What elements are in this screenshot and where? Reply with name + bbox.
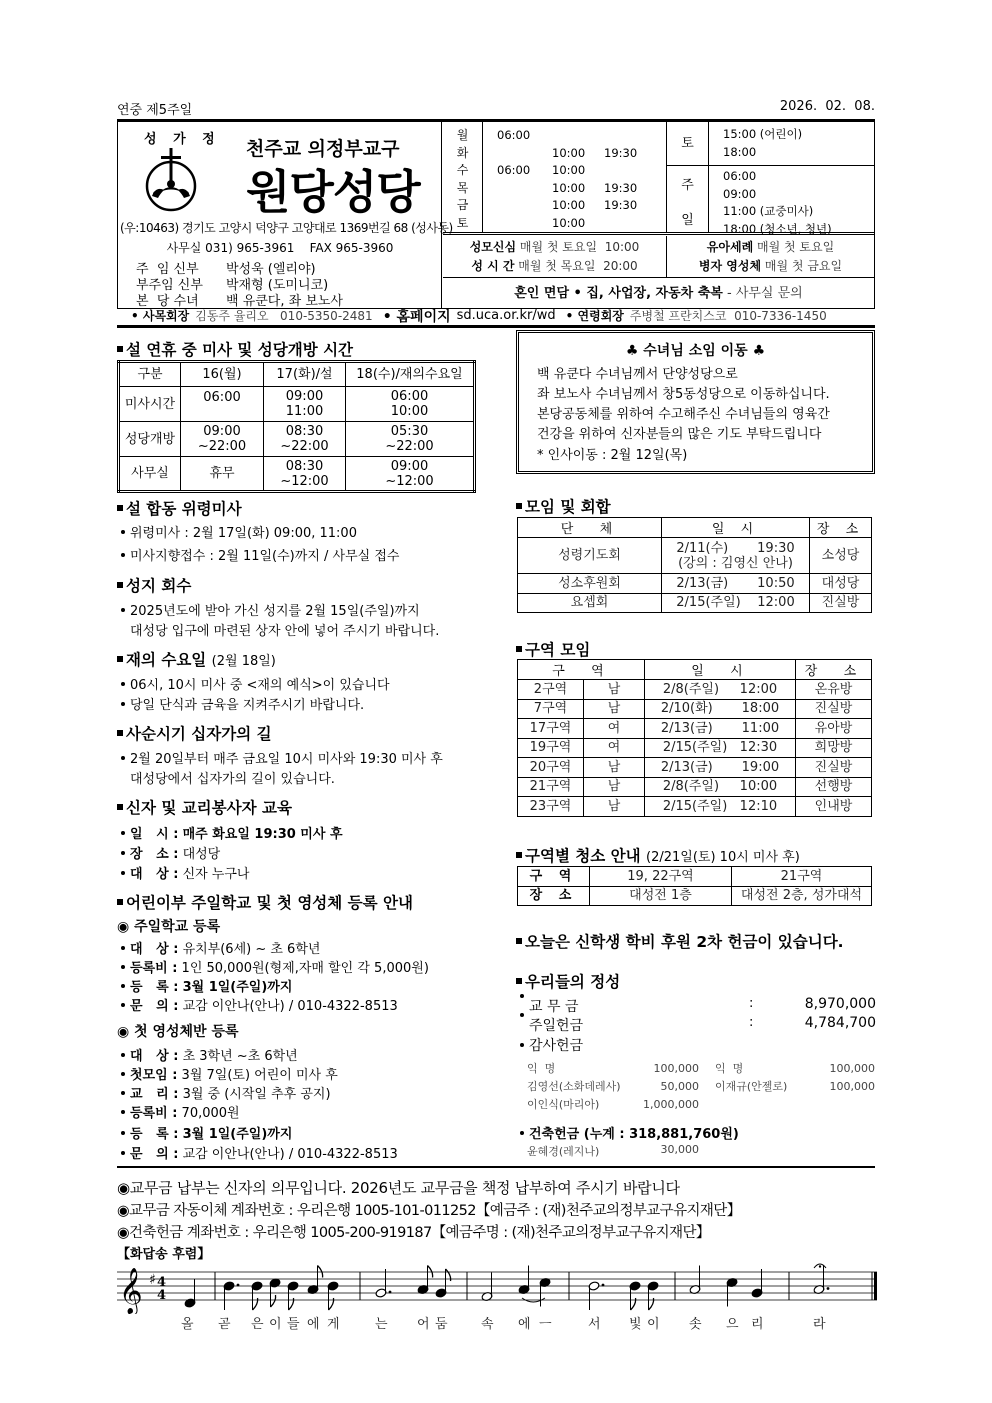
table-row: 2구역 남 2/8(주일) 12:00 온유방	[518, 680, 872, 700]
lyric-syllable: 올	[181, 1317, 194, 1332]
tithe-notice: ◉교무금 납부는 신자의 의무입니다. 2026년도 교무금을 책정 납부하여 주시기 바랍니다	[117, 1179, 680, 1197]
lyric-syllable: 은	[251, 1317, 264, 1332]
list-item: 장 소 : 대성당	[117, 843, 220, 862]
lyric-syllable: 으	[726, 1317, 739, 1332]
lyric-syllable: 에	[518, 1317, 531, 1332]
table-row: 구 역 19, 22구역 21구역	[518, 867, 872, 887]
district-meetings-title: 구역 모임	[516, 638, 590, 660]
note-flag	[318, 1266, 323, 1278]
lyric-syllable: 어	[417, 1317, 430, 1332]
lyric-syllable: 이	[647, 1317, 660, 1332]
weekday-row: 10:00 19:30	[552, 145, 638, 160]
table-row: 17구역 여 2/13(금) 11:00 유아방	[518, 719, 872, 739]
clergy-nuns: 본 당 수녀 백 유쿤다, 좌 보노사	[136, 294, 343, 309]
treble-clef-icon: 𝄞	[119, 1268, 143, 1314]
tithe-account: ◉교무금 자동이체 계좌번호 : 우리은행 1005-101-011252【예금주 : (재)천주교의정부교구유지재단】	[117, 1203, 741, 1219]
cleaning-table	[517, 866, 872, 906]
nun-transfer-notice: ♣ 수녀님 소임 이동 ♣ 백 유쿤다 수녀님께서 단양성당으로 좌 보노사 수녀님께서 창5동성당으로 이동하십니다. 본당공동체를 위하여 수고해주신 수녀님들의 영육간 건강을 위하여 신자분들의 많은 기도 부탁드립니다 * 인사이동 : 2월 12일(목)	[516, 330, 875, 474]
bulletin-date: 2026. 02. 08.	[779, 99, 875, 114]
sacraments-schedule	[443, 236, 874, 278]
table-row: 요셉회 2/15(주일) 12:00 진실방	[518, 593, 872, 613]
note-flag	[428, 1266, 433, 1278]
elder-contact: 주병철 프란치스코 010-7336-1450	[629, 309, 827, 323]
hymn-lyrics	[117, 1313, 877, 1331]
note-dot	[389, 1291, 392, 1294]
lyric-syllable: 는	[375, 1317, 388, 1332]
thanks-offering-label: 감사헌금	[516, 1035, 583, 1055]
diocese-name: 천주교 의정부교구	[246, 138, 400, 160]
list-item: 대성당 입구에 마련된 상자 안에 넣어 주시기 바랍니다.	[130, 624, 440, 639]
list-item: 김영선(소화데레사) 50,000 이재규(안젤로) 100,000	[527, 1080, 875, 1093]
lyric-syllable: ㅡ	[539, 1317, 552, 1332]
list-item: 2월 20일부터 매주 금요일 10시 미사와 19:30 미사 후	[117, 748, 443, 767]
note-dot	[827, 1287, 830, 1290]
list-item: 06시, 10시 미사 중 <재의 예식>이 있습니다	[117, 674, 390, 693]
table-row: 성령기도회 2/11(수) 19:30 (강의 : 김영신 안나) 소성당	[518, 538, 872, 574]
table-row: 미사시간 06:00 09:00 11:00 06:00 10:00	[119, 387, 475, 422]
table-row: 성소후원회 2/13(금) 10:50 대성당	[518, 574, 872, 594]
meetings-title: 모임 및 회합	[516, 495, 611, 517]
holy-hour-row: 성 시 간 매월 첫 목요일 20:00	[471, 259, 638, 273]
wedding-blessing-notice: 혼인 면담 • 집, 사업장, 자동차 축복 - 사무실 문의	[514, 286, 803, 301]
lyric-syllable: 게	[327, 1317, 340, 1332]
sick-communion-row: 병자 영성체 매월 첫 금요일	[698, 259, 843, 273]
offerings-title: 우리들의 정성	[516, 970, 620, 992]
table-row: 23구역 남 2/15(주일) 12:10 인내방	[518, 797, 872, 817]
list-item: 대 상 : 초 3학년 ~초 6학년	[117, 1045, 298, 1064]
list-item: 대 상 : 유치부(6세) ~ 초 6학년	[117, 938, 320, 957]
lyric-syllable: 둠	[435, 1317, 448, 1332]
weekday-times	[483, 122, 667, 232]
sunday-school-title: ◉ 주일학교 등록	[117, 919, 221, 935]
table-row: 21구역 남 2/8(주일) 10:00 선행방	[518, 777, 872, 797]
lyric-syllable: 이	[269, 1317, 282, 1332]
list-item: 위령미사 : 2월 17일(화) 09:00, 11:00	[117, 522, 357, 541]
fermata-dot	[819, 1265, 821, 1267]
list-item: 익 명 100,000 익 명 100,000	[527, 1062, 875, 1075]
list-item: 미사지향접수 : 2월 11일(수)까지 / 사무실 접수	[117, 545, 399, 564]
music-staff	[117, 1262, 877, 1314]
parish-name: 원당성당	[246, 165, 420, 219]
time-signature-bottom: 4	[157, 1288, 167, 1303]
saturday-times: 15:00 (어린이) 18:00	[709, 122, 874, 166]
notes	[184, 1264, 829, 1310]
memorial-mass-title: 설 합동 위령미사	[117, 497, 242, 519]
district-meetings-table	[517, 659, 872, 817]
children-registration-title: 어린이부 주일학교 및 첫 영성체 등록 안내	[117, 891, 413, 913]
cleaning-title: 구역별 청소 안내 (2/21일(토) 10시 미사 후)	[516, 844, 800, 866]
table-header-row: 구 역 일 시 장 소	[518, 660, 872, 680]
list-item: 이인식(마리아) 1,000,000	[527, 1098, 699, 1111]
holiday-table	[117, 360, 476, 493]
offering-row: 주일헌금 : 4,784,700	[516, 1015, 876, 1035]
offering-row: 교 무 금 : 8,970,000	[516, 996, 876, 1016]
building-fund-label: 건축헌금 (누계 : 318,881,760원)	[516, 1123, 739, 1142]
lyric-syllable: 솟	[689, 1317, 702, 1332]
homepage-link[interactable]: sd.uca.or.kr/wd	[456, 308, 556, 323]
list-item: 등록비 : 70,000원	[117, 1102, 240, 1121]
list-item: 교 리 : 3월 중 (시작일 추후 공지)	[117, 1083, 331, 1102]
ash-wednesday-title: 재의 수요일 (2월 18일)	[117, 648, 276, 670]
table-row: 사무실 휴무 08:30 ~12:00 09:00 ~12:00	[119, 457, 475, 492]
parish-address: (우:10463) 경기도 고양시 덕양구 고양대로 1369번길 68 (성사동)	[120, 221, 453, 235]
list-item: 대 상 : 신자 누구나	[117, 863, 250, 882]
weekday-row: 06:00	[497, 128, 531, 142]
lyric-syllable: 리	[751, 1317, 764, 1332]
list-item: 일 시 : 매주 화요일 19:30 미사 후	[117, 823, 343, 842]
sunday-label: 주 일	[667, 166, 709, 232]
footer-divider	[117, 1166, 875, 1168]
list-item: 당일 단식과 금육을 지켜주시기 바랍니다.	[117, 694, 364, 713]
nun-transfer-title: ♣ 수녀님 소임 이동 ♣	[625, 343, 766, 359]
weekday-row: 06:00 10:00	[497, 163, 586, 177]
logo-label: 성 가 정	[144, 132, 221, 147]
saturday-label: 토	[667, 122, 709, 166]
list-item: 첫모임 : 3월 7일(토) 어린이 미사 후	[117, 1064, 338, 1083]
hymn-title: 【화답송 후렴】	[117, 1247, 211, 1262]
clergy-associate: 부주임 신부 박재형 (도미니코)	[136, 278, 329, 293]
lyric-syllable: 라	[813, 1317, 826, 1332]
education-title: 신자 및 교리봉사자 교육	[117, 796, 292, 818]
note-flag	[271, 1295, 276, 1307]
time-signature-top: 4	[157, 1275, 167, 1290]
office-phone: 사무실 031) 965-3961 FAX 965-3960	[166, 241, 394, 255]
list-item: 등 록 : 3월 1일(주일)까지	[117, 976, 292, 995]
table-header-row: 구분 16(월) 17(화)/설 18(수)/재의수요일	[119, 362, 475, 387]
thanks-offering-list	[527, 1060, 875, 1114]
palms-title: 성지 회수	[117, 574, 191, 596]
list-item: 등록비 : 1인 50,000원(형제,자매 할인 각 5,000원)	[117, 957, 429, 976]
table-row: 성당개방 09:00 ~22:00 08:30 ~22:00 05:30 ~22:00	[119, 422, 475, 457]
lyric-syllable: 곧	[218, 1317, 231, 1332]
sunday-times: 06:00 09:00 11:00 (교중미사) 18:00 (청소년, 청년)	[723, 169, 832, 236]
list-item: 문 의 : 교감 이안나(안나) / 010-4322-8513	[117, 1143, 398, 1162]
weekday-labels: 월 화 수 목 금 토	[443, 122, 483, 232]
office-chief: 김동주 율리오 010-5350-2481	[195, 309, 373, 323]
list-item: 문 의 : 교감 이안나(안나) / 010-4322-8513	[117, 995, 398, 1014]
holiday-title: 설 연휴 중 미사 및 성당개방 시간	[117, 338, 353, 360]
list-item: 2025년도에 받아 가신 성지를 2월 15일(주일)까지	[117, 600, 420, 619]
top-line	[117, 99, 875, 118]
liturgical-week: 연중 제5주일	[117, 103, 193, 118]
first-communion-title: ◉ 첫 영성체반 등록	[117, 1024, 239, 1040]
table-row: 20구역 남 2/13(금) 19:00 진실방	[518, 758, 872, 778]
weekday-row: 10:00 19:30	[552, 180, 638, 195]
sharp-icon: ♯	[149, 1272, 156, 1288]
building-fund-list: 윤혜경(레지나) 30,000	[527, 1143, 699, 1158]
contact-strip: • 사목회장 김동주 율리오 010-5350-2481 • 홈페이지 sd.uca.or.kr/wd • 연령회장 주병철 프란치스코 010-7336-1450	[117, 306, 875, 328]
meetings-table	[517, 517, 872, 613]
seminary-collection-notice: 오늘은 신학생 학비 후원 2차 헌금이 있습니다.	[516, 930, 844, 952]
lyric-syllable: 속	[481, 1317, 494, 1332]
infant-baptism-row: 유아세례 매월 첫 토요일	[706, 240, 835, 254]
lyric-syllable: 에	[307, 1317, 320, 1332]
clergy-pastor: 주 임 신부 박성욱 (엘리야)	[136, 262, 316, 277]
note-dot	[237, 1284, 240, 1287]
weekday-row: 10:00 19:30	[552, 198, 638, 212]
lyric-syllable: 서	[588, 1317, 601, 1332]
parish-info	[118, 122, 453, 309]
holy-family-logo-icon	[138, 146, 204, 212]
devotion-row: 성모신심 매월 첫 토요일 10:00	[469, 240, 640, 254]
building-account: ◉건축헌금 계좌번호 : 우리은행 1005-200-919187【예금주명 : (재)천주교의정부교구유지재단】	[117, 1225, 710, 1241]
lyric-syllable: 들	[287, 1317, 300, 1332]
note-dot	[602, 1284, 605, 1287]
table-header-row: 단 체 일 시 장 소	[518, 518, 872, 538]
lyric-syllable: 빛	[629, 1317, 642, 1332]
list-item: 등 록 : 3월 1일(주일)까지	[117, 1123, 292, 1142]
table-row: 19구역 여 2/15(주일) 12:30 희망방	[518, 738, 872, 758]
weekday-row: 10:00	[552, 215, 586, 230]
stations-title: 사순시기 십자가의 길	[117, 722, 272, 744]
mass-schedule	[443, 122, 874, 235]
header-box	[117, 119, 875, 309]
table-row: 장 소 대성전 1층 대성전 2층, 성가대석	[518, 886, 872, 906]
final-barline	[874, 1272, 877, 1300]
table-row: 7구역 남 2/10(화) 18:00 진실방	[518, 699, 872, 719]
list-item: 대성당에서 십자가의 길이 있습니다.	[130, 772, 335, 787]
